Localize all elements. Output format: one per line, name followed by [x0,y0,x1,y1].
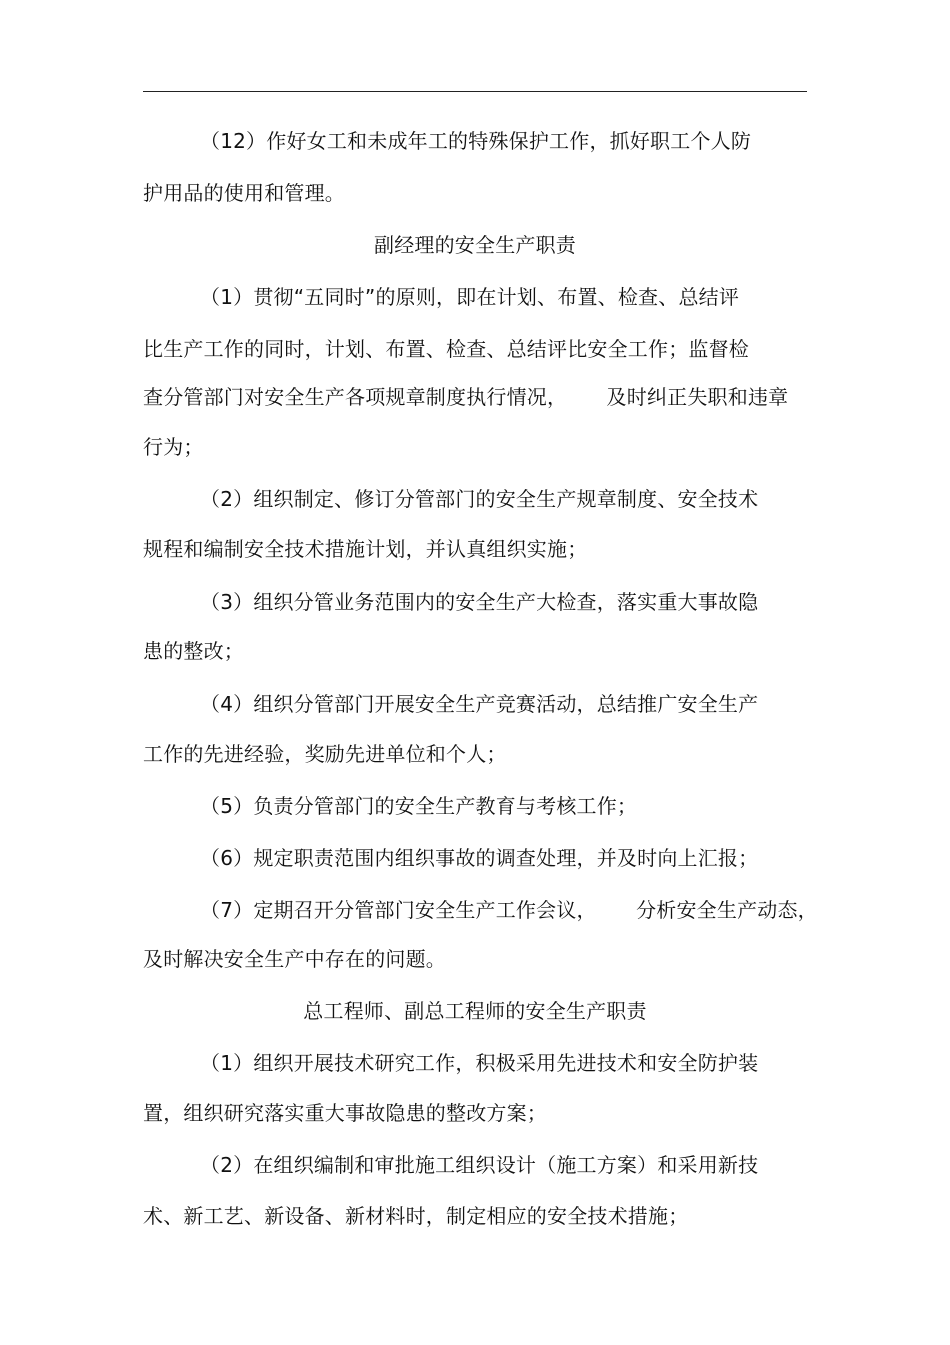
paragraph-line: 置，组织研究落实重大事故隐患的整改方案； [143,1101,547,1125]
paragraph-line: 及时解决安全生产中存在的问题。 [143,947,446,971]
paragraph-line: 患的整改； [143,639,244,663]
paragraph-line: 术、新工艺、新设备、新材料时，制定相应的安全技术措施； [143,1204,689,1228]
paragraph-line: 比生产工作的同时，计划、布置、检查、总结评比安全工作；监督检 [143,337,749,361]
paragraph-line: （3）组织分管业务范围内的安全生产大检查，落实重大事故隐 [200,590,759,614]
section-heading-deputy-manager: 副经理的安全生产职责 [374,233,576,257]
paragraph-line: （1）贯彻“五同时”的原则，即在计划、布置、检查、总结评 [200,285,740,309]
paragraph-line: （1）组织开展技术研究工作，积极采用先进技术和安全防护装 [200,1051,759,1075]
paragraph-line: （2）在组织编制和审批施工组织设计（施工方案）和采用新技 [200,1153,759,1177]
paragraph-line: （5）负责分管部门的安全生产教育与考核工作； [200,794,638,818]
header-rule [143,91,807,92]
paragraph-line: 规程和编制安全技术措施计划，并认真组织实施； [143,537,588,561]
paragraph-line: （12）作好女工和未成年工的特殊保护工作，抓好职工个人防 [200,129,752,153]
paragraph-line: （6）规定职责范围内组织事故的调查处理，并及时向上汇报； [200,846,759,870]
paragraph-line: 行为； [143,435,204,459]
paragraph-line: （4）组织分管部门开展安全生产竞赛活动，总结推广安全生产 [200,692,759,716]
paragraph-line: （7）定期召开分管部门安全生产工作会议， 分析安全生产动态， [200,898,818,922]
paragraph-line: 查分管部门对安全生产各项规章制度执行情况， 及时纠正失职和违章 [143,385,789,409]
section-heading-chief-engineer: 总工程师、副总工程师的安全生产职责 [303,999,647,1023]
paragraph-line: （2）组织制定、修订分管部门的安全生产规章制度、安全技术 [200,487,759,511]
paragraph-line: 护用品的使用和管理。 [143,181,345,205]
paragraph-line: 工作的先进经验，奖励先进单位和个人； [143,742,507,766]
